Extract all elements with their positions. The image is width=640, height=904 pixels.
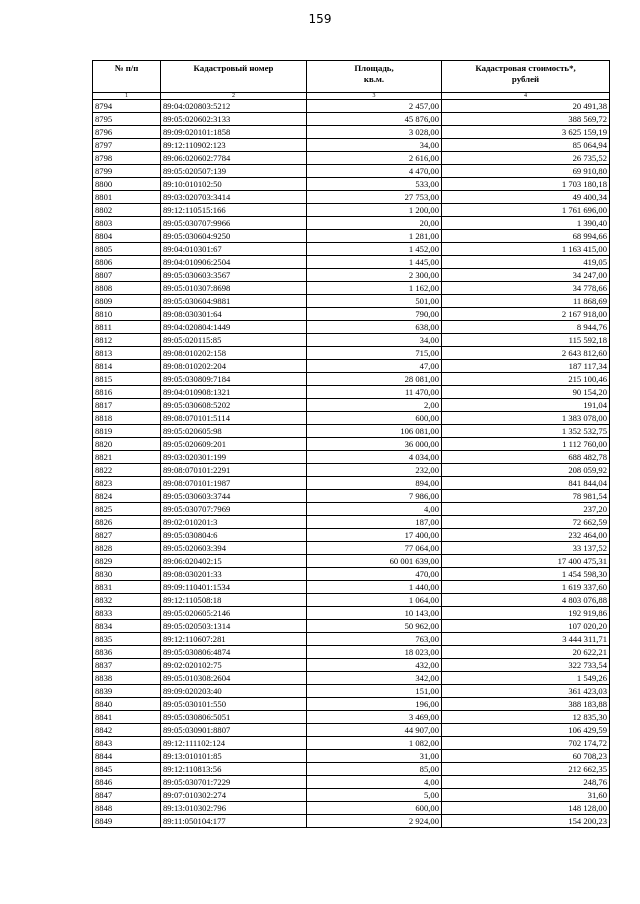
cadastral-number-cell: 89:13:010101:85: [161, 750, 307, 763]
table-row: [93, 412, 610, 425]
table-row: [93, 308, 610, 321]
row-number-cell: 8814: [93, 360, 161, 373]
cadastral-number-cell: 89:03:020301:199: [161, 451, 307, 464]
row-number-cell: 8828: [93, 542, 161, 555]
area-cell: 432,00: [307, 659, 442, 672]
area-cell: 17 400,00: [307, 529, 442, 542]
column-number-row: [93, 93, 610, 100]
area-cell: 1 452,00: [307, 243, 442, 256]
cadastral-value-cell: 2 643 812,60: [442, 347, 610, 360]
area-cell: 47,00: [307, 360, 442, 373]
table-row: [93, 737, 610, 750]
cadastral-value-cell: 215 100,46: [442, 373, 610, 386]
cadastral-number-cell: 89:09:110401:1534: [161, 581, 307, 594]
area-cell: 1 200,00: [307, 204, 442, 217]
page-number: 159: [308, 12, 332, 26]
column-number-2: 2: [161, 93, 307, 100]
cadastral-number-cell: 89:07:010302:274: [161, 789, 307, 802]
row-number-cell: 8820: [93, 438, 161, 451]
cadastral-number-cell: 89:12:110515:166: [161, 204, 307, 217]
area-cell: 31,00: [307, 750, 442, 763]
area-cell: 470,00: [307, 568, 442, 581]
row-number-cell: 8830: [93, 568, 161, 581]
column-number-4: 4: [442, 93, 610, 100]
table-row: [93, 594, 610, 607]
row-number-cell: 8837: [93, 659, 161, 672]
cadastral-number-cell: 89:05:030804:6: [161, 529, 307, 542]
table-row: [93, 542, 610, 555]
table-row: [93, 698, 610, 711]
cadastral-value-cell: 17 400 475,31: [442, 555, 610, 568]
cadastral-number-cell: 89:05:010307:8698: [161, 282, 307, 295]
cadastral-number-cell: 89:03:020703:3414: [161, 191, 307, 204]
cadastral-number-cell: 89:08:030301:64: [161, 308, 307, 321]
cadastral-number-cell: 89:05:030604:9250: [161, 230, 307, 243]
cadastral-number-cell: 89:12:110902:123: [161, 139, 307, 152]
cadastral-number-cell: 89:12:110813:56: [161, 763, 307, 776]
area-cell: 1 440,00: [307, 581, 442, 594]
row-number-cell: 8847: [93, 789, 161, 802]
row-number-cell: 8848: [93, 802, 161, 815]
area-cell: 4,00: [307, 776, 442, 789]
table-row: [93, 425, 610, 438]
cadastral-value-cell: 115 592,18: [442, 334, 610, 347]
cadastral-value-cell: 34 247,00: [442, 269, 610, 282]
row-number-cell: 8836: [93, 646, 161, 659]
header-row: [93, 61, 610, 93]
cadastral-number-cell: 89:04:010908:1321: [161, 386, 307, 399]
row-number-cell: 8818: [93, 412, 161, 425]
row-number-cell: 8800: [93, 178, 161, 191]
cadastral-value-cell: 49 400,34: [442, 191, 610, 204]
row-number-cell: 8805: [93, 243, 161, 256]
row-number-cell: 8834: [93, 620, 161, 633]
row-number-cell: 8801: [93, 191, 161, 204]
cadastral-value-cell: 72 662,59: [442, 516, 610, 529]
table-row: [93, 152, 610, 165]
header-cell-cadastral: [161, 61, 307, 93]
table-row: [93, 386, 610, 399]
cadastral-number-cell: 89:12:110508:18: [161, 594, 307, 607]
header-cell-number: [93, 61, 161, 93]
row-number-cell: 8795: [93, 113, 161, 126]
area-cell: 18 023,00: [307, 646, 442, 659]
area-cell: 638,00: [307, 321, 442, 334]
area-cell: 1 445,00: [307, 256, 442, 269]
cadastral-value-cell: 1 454 598,30: [442, 568, 610, 581]
cadastral-number-cell: 89:05:020605:2146: [161, 607, 307, 620]
row-number-cell: 8840: [93, 698, 161, 711]
cadastral-value-cell: 322 733,54: [442, 659, 610, 672]
area-cell: 106 081,00: [307, 425, 442, 438]
cadastral-number-cell: 89:08:010202:158: [161, 347, 307, 360]
table-row: [93, 139, 610, 152]
area-cell: 2 924,00: [307, 815, 442, 828]
table-row: [93, 334, 610, 347]
header-area-text: Площадь, кв.м.: [354, 63, 394, 84]
area-cell: 4 034,00: [307, 451, 442, 464]
row-number-cell: 8804: [93, 230, 161, 243]
column-number-1: 1: [93, 93, 161, 100]
cadastral-number-cell: 89:05:030701:7229: [161, 776, 307, 789]
table-row: [93, 685, 610, 698]
area-cell: 533,00: [307, 178, 442, 191]
area-cell: 85,00: [307, 763, 442, 776]
cadastral-value-cell: 212 662,35: [442, 763, 610, 776]
cadastral-number-cell: 89:09:020101:1858: [161, 126, 307, 139]
table-row: [93, 646, 610, 659]
row-number-cell: 8803: [93, 217, 161, 230]
row-number-cell: 8842: [93, 724, 161, 737]
cadastral-number-cell: 89:05:030603:3567: [161, 269, 307, 282]
row-number-cell: 8812: [93, 334, 161, 347]
row-number-cell: 8822: [93, 464, 161, 477]
cadastral-number-cell: 89:06:020602:7784: [161, 152, 307, 165]
area-cell: 790,00: [307, 308, 442, 321]
cadastral-number-cell: 89:08:070101:1987: [161, 477, 307, 490]
cadastral-value-cell: 3 444 311,71: [442, 633, 610, 646]
cadastral-value-cell: 78 981,54: [442, 490, 610, 503]
cadastral-number-cell: 89:08:010202:204: [161, 360, 307, 373]
row-number-cell: 8841: [93, 711, 161, 724]
table-row: [93, 516, 610, 529]
cadastral-value-cell: 419,05: [442, 256, 610, 269]
cadastral-number-cell: 89:06:020402:15: [161, 555, 307, 568]
cadastral-number-cell: 89:10:010102:50: [161, 178, 307, 191]
table-row: [93, 399, 610, 412]
area-cell: 34,00: [307, 139, 442, 152]
cadastral-number-cell: 89:05:030101:550: [161, 698, 307, 711]
area-cell: 600,00: [307, 412, 442, 425]
cadastral-value-cell: 1 761 696,00: [442, 204, 610, 217]
table-row: [93, 464, 610, 477]
table-row: [93, 191, 610, 204]
cadastral-number-cell: 89:12:111102:124: [161, 737, 307, 750]
row-number-cell: 8809: [93, 295, 161, 308]
cadastral-number-cell: 89:09:020203:40: [161, 685, 307, 698]
row-number-cell: 8833: [93, 607, 161, 620]
cadastral-number-cell: 89:08:030201:33: [161, 568, 307, 581]
cadastral-value-cell: 192 919,86: [442, 607, 610, 620]
cadastral-value-cell: 26 735,52: [442, 152, 610, 165]
area-cell: 4 470,00: [307, 165, 442, 178]
cadastral-value-cell: 388 569,72: [442, 113, 610, 126]
header-cell-area: [307, 61, 442, 93]
table-row: [93, 555, 610, 568]
table-row: [93, 360, 610, 373]
row-number-cell: 8794: [93, 100, 161, 113]
area-cell: 4,00: [307, 503, 442, 516]
table-row: [93, 503, 610, 516]
row-number-cell: 8806: [93, 256, 161, 269]
row-number-cell: 8845: [93, 763, 161, 776]
table-row: [93, 620, 610, 633]
row-number-cell: 8815: [93, 373, 161, 386]
table-row: [93, 217, 610, 230]
table-row: [93, 477, 610, 490]
table-row: [93, 711, 610, 724]
area-cell: 2 300,00: [307, 269, 442, 282]
area-cell: 50 962,00: [307, 620, 442, 633]
table-row: [93, 100, 610, 113]
row-number-cell: 8819: [93, 425, 161, 438]
table-row: [93, 126, 610, 139]
cadastral-value-cell: 20 622,21: [442, 646, 610, 659]
cadastral-number-cell: 89:04:020804:1449: [161, 321, 307, 334]
cadastral-number-cell: 89:05:030806:5051: [161, 711, 307, 724]
cadastral-number-cell: 89:08:070101:2291: [161, 464, 307, 477]
row-number-cell: 8821: [93, 451, 161, 464]
table-row: [93, 282, 610, 295]
area-cell: 894,00: [307, 477, 442, 490]
cadastral-value-cell: 2 167 918,00: [442, 308, 610, 321]
table-row: [93, 633, 610, 646]
cadastral-value-cell: 4 803 076,88: [442, 594, 610, 607]
cadastral-number-cell: 89:05:020115:85: [161, 334, 307, 347]
area-cell: 2,00: [307, 399, 442, 412]
area-cell: 2 457,00: [307, 100, 442, 113]
area-cell: 232,00: [307, 464, 442, 477]
cadastral-number-cell: 89:05:030608:5202: [161, 399, 307, 412]
header-value-text: Кадастровая стоимость*, рублей: [475, 63, 576, 84]
cadastral-number-cell: 89:11:050104:177: [161, 815, 307, 828]
table-row: [93, 204, 610, 217]
cadastral-number-cell: 89:05:020609:201: [161, 438, 307, 451]
area-cell: 27 753,00: [307, 191, 442, 204]
cadastral-value-cell: 148 128,00: [442, 802, 610, 815]
cadastral-value-cell: 68 994,66: [442, 230, 610, 243]
row-number-cell: 8829: [93, 555, 161, 568]
area-cell: 20,00: [307, 217, 442, 230]
area-cell: 34,00: [307, 334, 442, 347]
row-number-cell: 8799: [93, 165, 161, 178]
row-number-cell: 8835: [93, 633, 161, 646]
row-number-cell: 8813: [93, 347, 161, 360]
area-cell: 45 876,00: [307, 113, 442, 126]
cadastral-value-cell: 20 491,38: [442, 100, 610, 113]
row-number-cell: 8797: [93, 139, 161, 152]
table-row: [93, 243, 610, 256]
area-cell: 36 000,00: [307, 438, 442, 451]
cadastral-value-cell: 1 352 532,75: [442, 425, 610, 438]
header-cell-value: [442, 61, 610, 93]
table-row: [93, 815, 610, 828]
table-row: [93, 373, 610, 386]
cadastral-value-cell: 33 137,52: [442, 542, 610, 555]
row-number-cell: 8827: [93, 529, 161, 542]
area-cell: 196,00: [307, 698, 442, 711]
cadastral-value-cell: 1 112 760,00: [442, 438, 610, 451]
area-cell: 10 143,00: [307, 607, 442, 620]
table-row: [93, 529, 610, 542]
cadastral-value-cell: 232 464,00: [442, 529, 610, 542]
cadastral-number-cell: 89:05:020602:3133: [161, 113, 307, 126]
cadastral-value-cell: 31,60: [442, 789, 610, 802]
area-cell: 715,00: [307, 347, 442, 360]
cadastral-number-cell: 89:05:030604:9881: [161, 295, 307, 308]
cadastral-value-cell: 208 059,92: [442, 464, 610, 477]
area-cell: 342,00: [307, 672, 442, 685]
cadastral-number-cell: 89:08:070101:5114: [161, 412, 307, 425]
cadastral-number-cell: 89:04:010301:67: [161, 243, 307, 256]
table-row: [93, 776, 610, 789]
cadastral-number-cell: 89:13:010302:796: [161, 802, 307, 815]
cadastral-value-cell: 1 163 415,00: [442, 243, 610, 256]
column-number-3: 3: [307, 93, 442, 100]
cadastral-value-cell: 85 064,94: [442, 139, 610, 152]
area-cell: 151,00: [307, 685, 442, 698]
cadastral-value-cell: 187 117,34: [442, 360, 610, 373]
table-row: [93, 789, 610, 802]
cadastral-value-cell: 191,04: [442, 399, 610, 412]
table-row: [93, 581, 610, 594]
cadastral-value-cell: 1 390,40: [442, 217, 610, 230]
row-number-cell: 8831: [93, 581, 161, 594]
row-number-cell: 8839: [93, 685, 161, 698]
row-number-cell: 8826: [93, 516, 161, 529]
row-number-cell: 8810: [93, 308, 161, 321]
area-cell: 3 028,00: [307, 126, 442, 139]
cadastral-number-cell: 89:02:010201:3: [161, 516, 307, 529]
row-number-cell: 8798: [93, 152, 161, 165]
row-number-cell: 8838: [93, 672, 161, 685]
table-row: [93, 256, 610, 269]
table-row: [93, 724, 610, 737]
row-number-cell: 8807: [93, 269, 161, 282]
cadastral-value-cell: 69 910,80: [442, 165, 610, 178]
row-number-cell: 8796: [93, 126, 161, 139]
cadastral-value-cell: 3 625 159,19: [442, 126, 610, 139]
cadastral-number-cell: 89:05:030707:9966: [161, 217, 307, 230]
area-cell: 2 616,00: [307, 152, 442, 165]
header-cadastral-text: Кадастровый номер: [193, 63, 274, 73]
cadastral-number-cell: 89:04:020803:5212: [161, 100, 307, 113]
cadastral-number-cell: 89:04:010906:2504: [161, 256, 307, 269]
area-cell: 3 469,00: [307, 711, 442, 724]
area-cell: 77 064,00: [307, 542, 442, 555]
row-number-cell: 8825: [93, 503, 161, 516]
table-row: [93, 659, 610, 672]
table-row: [93, 750, 610, 763]
cadastral-value-cell: 12 835,30: [442, 711, 610, 724]
area-cell: 1 082,00: [307, 737, 442, 750]
cadastral-value-cell: 388 183,88: [442, 698, 610, 711]
row-number-cell: 8846: [93, 776, 161, 789]
cadastral-number-cell: 89:05:020605:98: [161, 425, 307, 438]
area-cell: 5,00: [307, 789, 442, 802]
table-row: [93, 672, 610, 685]
cadastral-number-cell: 89:05:030603:3744: [161, 490, 307, 503]
cadastral-value-cell: 34 778,66: [442, 282, 610, 295]
area-cell: 11 470,00: [307, 386, 442, 399]
cadastral-value-cell: 1 549,26: [442, 672, 610, 685]
cadastral-value-cell: 11 868,69: [442, 295, 610, 308]
cadastral-number-cell: 89:05:020507:139: [161, 165, 307, 178]
cadastral-value-cell: 702 174,72: [442, 737, 610, 750]
cadastral-value-cell: 154 200,23: [442, 815, 610, 828]
table-row: [93, 347, 610, 360]
cadastral-number-cell: 89:12:110607:281: [161, 633, 307, 646]
cadastral-table: [92, 60, 610, 828]
table-row: [93, 451, 610, 464]
cadastral-value-cell: 106 429,59: [442, 724, 610, 737]
cadastral-number-cell: 89:05:030809:7184: [161, 373, 307, 386]
row-number-cell: 8802: [93, 204, 161, 217]
cadastral-number-cell: 89:02:020102:75: [161, 659, 307, 672]
table-row: [93, 113, 610, 126]
cadastral-value-cell: 688 482,78: [442, 451, 610, 464]
table-row: [93, 568, 610, 581]
row-number-cell: 8849: [93, 815, 161, 828]
row-number-cell: 8844: [93, 750, 161, 763]
cadastral-number-cell: 89:05:030901:8807: [161, 724, 307, 737]
cadastral-value-cell: 361 423,03: [442, 685, 610, 698]
cadastral-number-cell: 89:05:030806:4874: [161, 646, 307, 659]
area-cell: 187,00: [307, 516, 442, 529]
table-row: [93, 607, 610, 620]
table-row: [93, 321, 610, 334]
cadastral-value-cell: 107 020,20: [442, 620, 610, 633]
area-cell: 28 081,00: [307, 373, 442, 386]
row-number-cell: 8816: [93, 386, 161, 399]
cadastral-value-cell: 1 619 337,60: [442, 581, 610, 594]
area-cell: 1 162,00: [307, 282, 442, 295]
table-row: [93, 438, 610, 451]
cadastral-number-cell: 89:05:020603:394: [161, 542, 307, 555]
table-row: [93, 490, 610, 503]
cadastral-number-cell: 89:05:030707:7969: [161, 503, 307, 516]
cadastral-value-cell: 841 844,04: [442, 477, 610, 490]
area-cell: 44 907,00: [307, 724, 442, 737]
area-cell: 600,00: [307, 802, 442, 815]
cadastral-value-cell: 90 154,20: [442, 386, 610, 399]
row-number-cell: 8832: [93, 594, 161, 607]
area-cell: 501,00: [307, 295, 442, 308]
area-cell: 1 281,00: [307, 230, 442, 243]
row-number-cell: 8823: [93, 477, 161, 490]
table-row: [93, 763, 610, 776]
header-number-text: № п/п: [114, 63, 139, 73]
table-row: [93, 165, 610, 178]
area-cell: 60 001 639,00: [307, 555, 442, 568]
cadastral-value-cell: 1 703 180,18: [442, 178, 610, 191]
area-cell: 1 064,00: [307, 594, 442, 607]
cadastral-value-cell: 1 383 078,00: [442, 412, 610, 425]
cadastral-value-cell: 248,76: [442, 776, 610, 789]
table-row: [93, 230, 610, 243]
table-body: [93, 100, 610, 828]
table-row: [93, 269, 610, 282]
cadastral-value-cell: 60 708,23: [442, 750, 610, 763]
cadastral-value-cell: 8 944,76: [442, 321, 610, 334]
row-number-cell: 8824: [93, 490, 161, 503]
area-cell: 763,00: [307, 633, 442, 646]
cadastral-number-cell: 89:05:010308:2604: [161, 672, 307, 685]
row-number-cell: 8811: [93, 321, 161, 334]
cadastral-number-cell: 89:05:020503:1314: [161, 620, 307, 633]
table-row: [93, 802, 610, 815]
row-number-cell: 8843: [93, 737, 161, 750]
cadastral-value-cell: 237,20: [442, 503, 610, 516]
row-number-cell: 8808: [93, 282, 161, 295]
row-number-cell: 8817: [93, 399, 161, 412]
table-row: [93, 295, 610, 308]
area-cell: 7 986,00: [307, 490, 442, 503]
table-row: [93, 178, 610, 191]
